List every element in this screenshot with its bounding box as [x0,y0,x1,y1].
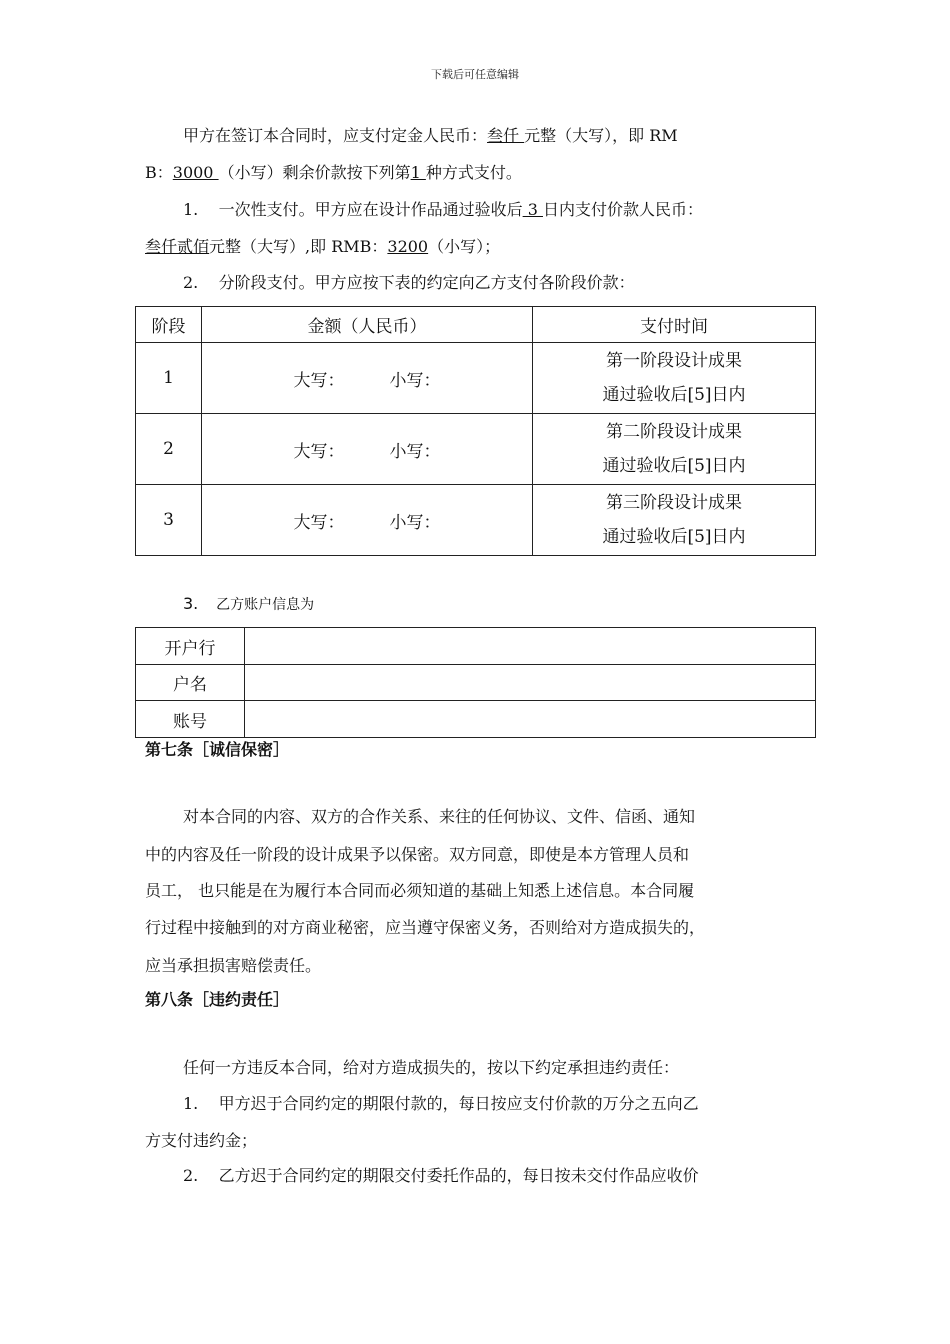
section-8-intro: 任何一方违反本合同，给对方造成损失的，按以下约定承担违约责任： [183,1058,680,1077]
page-header: 下载后可任意编辑 [431,68,519,81]
table-row [136,701,816,738]
stage-number: 3 [136,485,202,556]
section-7-line: 行过程中接触到的对方商业秘密，应当遵守保密义务，否则给对方造成损失的， [145,918,706,937]
amount-cell: 大写： 小写： [202,343,533,414]
deposit-amount-number: 3000 [172,163,219,182]
stage-number: 2 [136,414,202,485]
pay-time-cell: 第二阶段设计成果 通过验收后[5]日内 [533,414,816,485]
header-stage: 阶段 [136,307,202,343]
deposit-amount-words: 叁仟 [487,126,525,145]
lump-sum-days: 3 [522,200,543,219]
lump-sum-amount-number: 3200 [387,237,429,256]
section-7-line: 对本合同的内容、双方的合作关系、来往的任何协议、文件、信函、通知 [183,807,696,826]
lump-sum-line-1: 1. 一次性支付。甲方应在设计作品通过验收后 3 日内支付价款人民币： [183,200,703,219]
table-row [136,414,816,485]
amount-cell: 大写： 小写： [202,414,533,485]
pay-time-cell: 第一阶段设计成果 通过验收后[5]日内 [533,343,816,414]
section-7-line: 员工， 也只能是在为履行本合同而必须知道的基础上知悉上述信息。本合同履 [145,881,695,900]
section-7-line: 应当承担损害赔偿责任。 [145,956,322,975]
header-amount: 金额（人民币） [202,307,533,343]
lump-sum-amount-words: 叁仟贰佰 [145,237,210,256]
section-8-item-1-cont: 方支付违约金； [145,1131,258,1150]
section-8-item-1: 1. 甲方迟于合同约定的期限付款的，每日按应支付价款的万分之五向乙 [183,1094,699,1113]
label-account-name: 户名 [136,665,245,701]
table-row [136,485,816,556]
deposit-line-1: 甲方在签订本合同时，应支付定金人民币：叁仟 元整（大写），即 RM [183,126,678,145]
lump-sum-line-2: 叁仟贰佰元整（大写）,即 RMB：3200（小写）； [145,237,501,256]
installment-line: 2. 分阶段支付。甲方应按下表的约定向乙方支付各阶段价款： [183,273,635,292]
deposit-line-2: B：3000 （小写）剩余价款按下列第1 种方式支付。 [145,163,522,182]
amount-cell: 大写： 小写： [202,485,533,556]
label-bank: 开户行 [136,628,245,665]
table-row [136,628,816,665]
section-8-title: 第八条［违约责任］ [145,990,290,1009]
account-number-value [245,701,816,738]
account-table [135,627,816,738]
section-8-item-2: 2. 乙方迟于合同约定的期限交付委托作品的，每日按未交付作品应收价 [183,1166,699,1185]
stage-number: 1 [136,343,202,414]
pay-time-cell: 第三阶段设计成果 通过验收后[5]日内 [533,485,816,556]
table-header-row [136,307,816,343]
payment-method-number: 1 [410,163,426,182]
section-7-title: 第七条［诚信保密］ [145,740,290,759]
stage-payment-table [135,306,816,556]
bank-value [245,628,816,665]
table-row [136,343,816,414]
section-7-line: 中的内容及任一阶段的设计成果予以保密。双方同意，即使是本方管理人员和 [145,845,690,864]
account-name-value [245,665,816,701]
account-info-line: 3. 乙方账户信息为 [183,594,315,613]
header-pay-time: 支付时间 [533,307,816,343]
table-row [136,665,816,701]
label-account-number: 账号 [136,701,245,738]
